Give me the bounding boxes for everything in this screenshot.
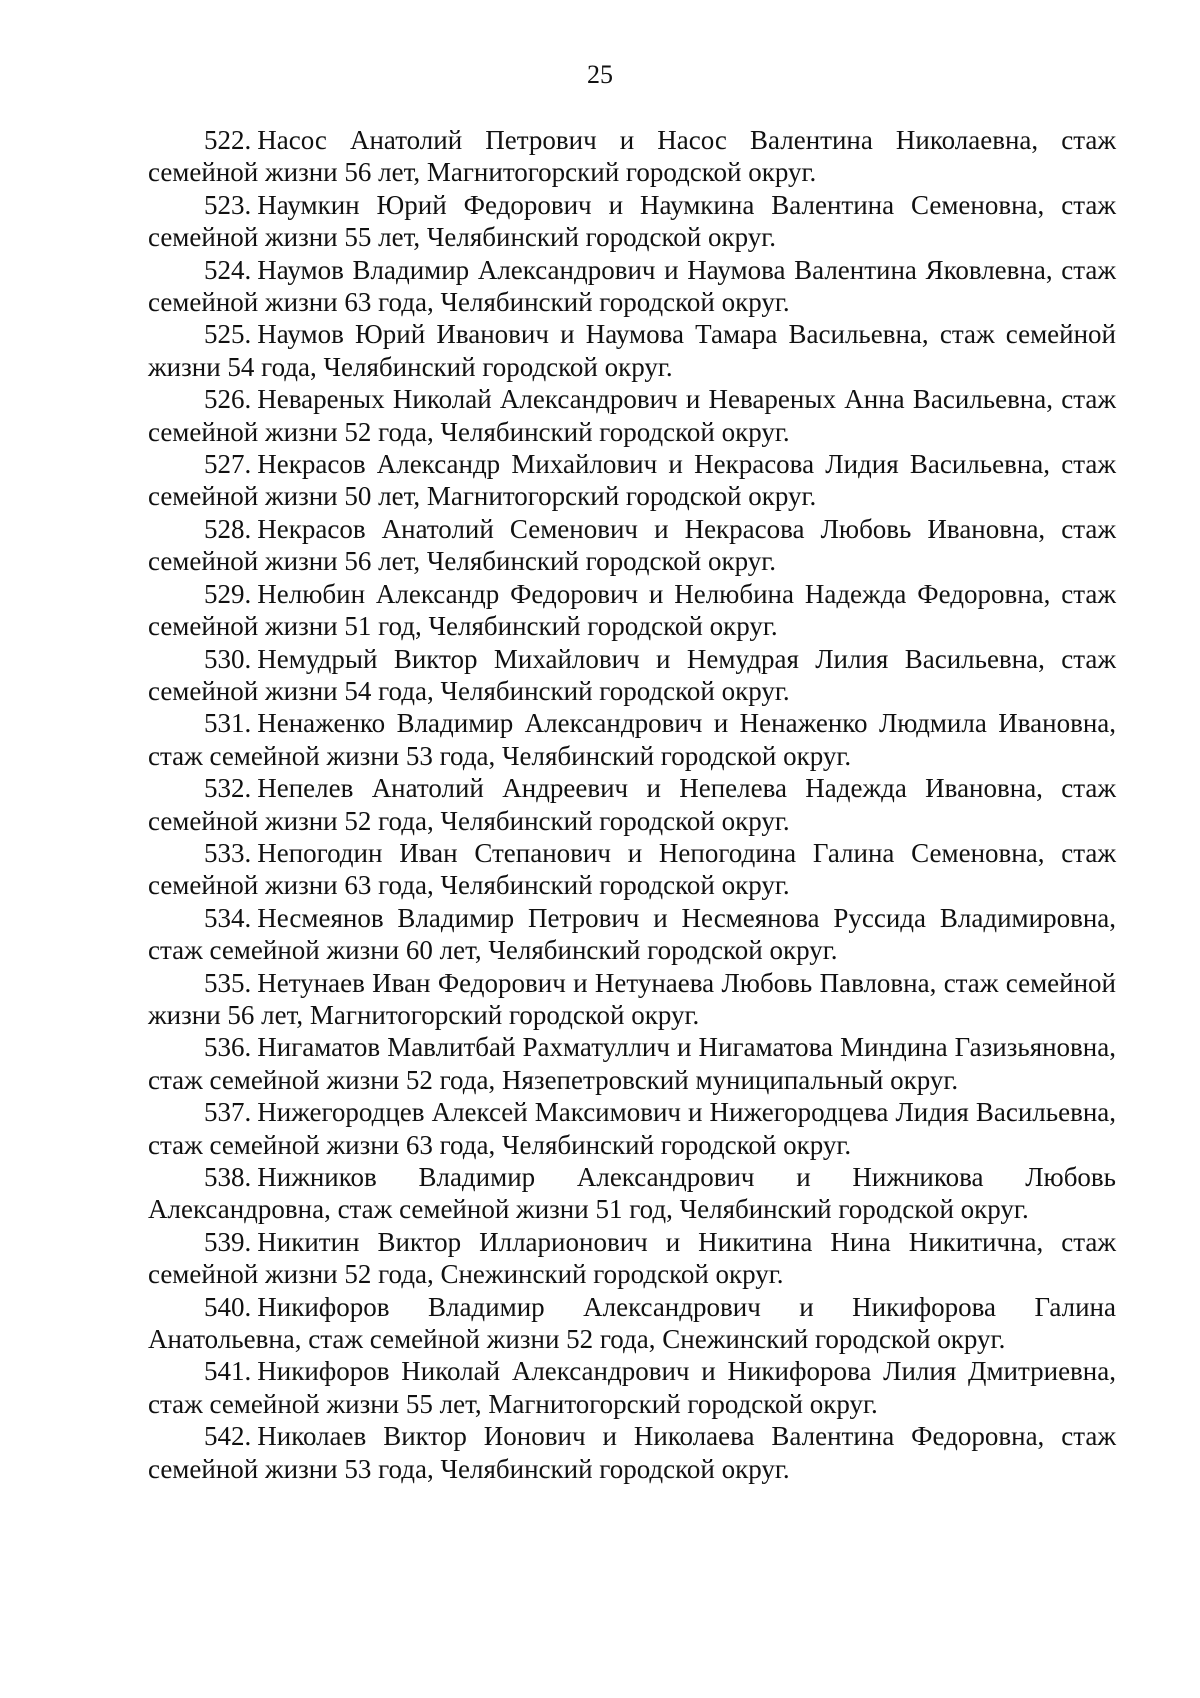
entry-text: Немудрый Виктор Михайлович и Немудрая Лилия Васильевна, стаж семейной жизни 54 года, Челябинский городской округ. bbox=[148, 643, 1116, 706]
entry-text: Нелюбин Александр Федорович и Нелюбина Надежда Федоровна, стаж семейной жизни 51 год, Челябинский городской округ. bbox=[148, 578, 1116, 642]
list-item bbox=[148, 1031, 1116, 1096]
entry-number: 530. bbox=[204, 643, 252, 674]
entry-text: Ненаженко Владимир Александрович и Ненаженко Людмила Ивановна, стаж семейной жизни 53 года, Челябинский городской округ. bbox=[148, 708, 1116, 771]
list-item bbox=[148, 967, 1116, 1032]
entry-text: Нижегородцев Алексей Максимович и Нижегородцева Лидия Васильевна, стаж семейной жизни 63 года, Челябинский городской округ. bbox=[148, 1097, 1116, 1160]
entry-number: 535. bbox=[204, 967, 252, 998]
entry-number: 529. bbox=[204, 578, 252, 609]
entry-number: 538. bbox=[204, 1162, 252, 1192]
list-item bbox=[148, 124, 1116, 189]
list-item bbox=[148, 448, 1116, 513]
entry-number: 533. bbox=[204, 837, 252, 868]
entry-text: Несмеянов Владимир Петрович и Несмеянова Руссида Владимировна, стаж семейной жизни 60 лет, Челябинский городской округ. bbox=[148, 902, 1116, 966]
entry-text: Наумов Владимир Александрович и Наумова Валентина Яковлевна, стаж семейной жизни 63 года, Челябинский городской округ. bbox=[148, 254, 1116, 318]
list-item bbox=[148, 1096, 1116, 1161]
entry-number: 532. bbox=[204, 773, 252, 804]
list-item bbox=[148, 1161, 1116, 1226]
entry-number: 542. bbox=[204, 1421, 252, 1452]
list-item bbox=[148, 254, 1116, 319]
entry-number: 537. bbox=[204, 1097, 252, 1128]
entry-number: 528. bbox=[204, 513, 252, 544]
entry-number: 527. bbox=[204, 449, 252, 480]
entry-text: Никифоров Владимир Александрович и Никифорова Галина Анатольевна, стаж семейной жизни 52 года, Снежинский городской округ. bbox=[148, 1291, 1116, 1355]
entry-number: 526. bbox=[204, 384, 252, 415]
page-number: 25 bbox=[587, 60, 613, 89]
entry-number: 536. bbox=[204, 1032, 252, 1063]
list-item bbox=[148, 318, 1116, 383]
entry-text: Нижников Владимир Александрович и Нижникова Любовь Александровна, стаж семейной жизни 51 год, Челябинский городской округ. bbox=[148, 1162, 1116, 1225]
entry-text: Николаев Виктор Ионович и Николаева Валентина Федоровна, стаж семейной жизни 53 года, Челябинский городской округ. bbox=[148, 1421, 1116, 1484]
list-item bbox=[148, 383, 1116, 448]
entry-text: Нетунаев Иван Федорович и Нетунаева Любовь Павловна, стаж семейной жизни 56 лет, Магнитогорский городской округ. bbox=[148, 967, 1116, 1030]
list-item bbox=[148, 1226, 1116, 1291]
entry-text: Никифоров Николай Александрович и Никифорова Лилия Дмитриевна, стаж семейной жизни 55 лет, Магнитогорский городской округ. bbox=[148, 1356, 1116, 1419]
entry-number: 531. bbox=[204, 708, 252, 739]
entry-list bbox=[148, 124, 1116, 1485]
entry-number: 539. bbox=[204, 1226, 252, 1257]
entry-number: 534. bbox=[204, 902, 252, 933]
entry-text: Нигаматов Мавлитбай Рахматуллич и Нигаматова Миндина Газизьяновна, стаж семейной жизни 52 года, Нязепетровский муниципальный округ. bbox=[148, 1032, 1116, 1095]
list-item bbox=[148, 513, 1116, 578]
list-item bbox=[148, 1355, 1116, 1420]
entry-text: Некрасов Александр Михайлович и Некрасова Лидия Васильевна, стаж семейной жизни 50 лет, Магнитогорский городской округ. bbox=[148, 449, 1116, 512]
list-item bbox=[148, 837, 1116, 902]
list-item bbox=[148, 1420, 1116, 1485]
list-item bbox=[148, 707, 1116, 772]
list-item bbox=[148, 189, 1116, 254]
list-item bbox=[148, 643, 1116, 708]
entry-text: Наумов Юрий Иванович и Наумова Тамара Васильевна, стаж семейной жизни 54 года, Челябинский городской округ. bbox=[148, 319, 1116, 382]
entry-text: Невареных Николай Александрович и Невареных Анна Васильевна, стаж семейной жизни 52 года, Челябинский городской округ. bbox=[148, 384, 1116, 447]
entry-text: Насос Анатолий Петрович и Насос Валентина Николаевна, стаж семейной жизни 56 лет, Магнитогорский городской округ. bbox=[148, 125, 1116, 188]
list-item bbox=[148, 902, 1116, 967]
entry-text: Наумкин Юрий Федорович и Наумкина Валентина Семеновна, стаж семейной жизни 55 лет, Челябинский городской округ. bbox=[148, 189, 1116, 253]
entry-number: 541. bbox=[204, 1356, 252, 1387]
entry-text: Непелев Анатолий Андреевич и Непелева Надежда Ивановна, стаж семейной жизни 52 года, Челябинский городской округ. bbox=[148, 773, 1116, 836]
entry-text: Никитин Виктор Илларионович и Никитина Нина Никитична, стаж семейной жизни 52 года, Снежинский городской округ. bbox=[148, 1226, 1116, 1290]
list-item bbox=[148, 772, 1116, 837]
entry-number: 522. bbox=[204, 125, 252, 155]
entry-number: 540. bbox=[204, 1291, 252, 1322]
list-item bbox=[148, 578, 1116, 643]
entry-text: Некрасов Анатолий Семенович и Некрасова Любовь Ивановна, стаж семейной жизни 56 лет, Челябинский городской округ. bbox=[148, 513, 1116, 577]
entry-number: 525. bbox=[204, 319, 252, 350]
entry-text: Непогодин Иван Степанович и Непогодина Галина Семеновна, стаж семейной жизни 63 года, Челябинский городской округ. bbox=[148, 837, 1116, 901]
list-item bbox=[148, 1291, 1116, 1356]
entry-number: 523. bbox=[204, 189, 252, 220]
entry-number: 524. bbox=[204, 254, 252, 285]
